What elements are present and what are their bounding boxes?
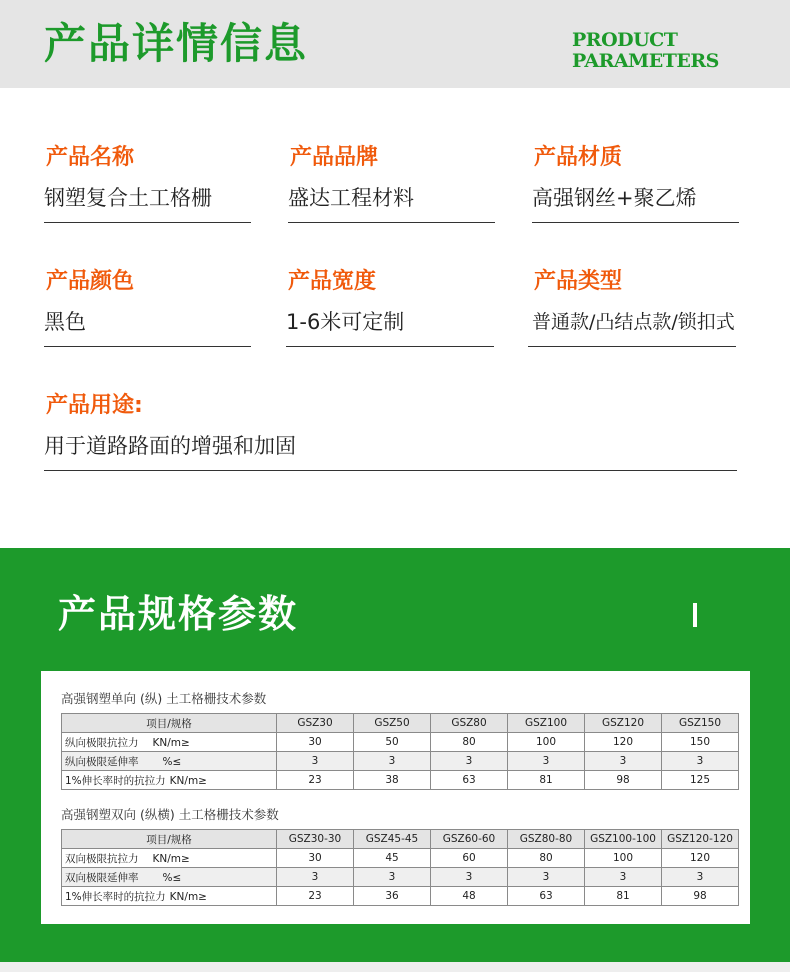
row-label-text: 1%伸长率时的抗拉力	[65, 774, 166, 787]
header-english-line-1: PRODUCT	[572, 29, 678, 51]
row-label-text: 1%伸长率时的抗拉力	[65, 890, 166, 903]
field-underline	[44, 470, 737, 471]
table-cell: 38	[354, 771, 431, 790]
table-cell: 120	[662, 849, 739, 868]
table-cell: 3	[585, 752, 662, 771]
field-label: 产品材质	[534, 145, 623, 170]
table-cell: 30	[277, 733, 354, 752]
row-label-text: 双向极限延伸率	[65, 871, 139, 884]
table-cell: 3	[431, 752, 508, 771]
table-cell: 100	[585, 849, 662, 868]
table-cell: 63	[431, 771, 508, 790]
row-unit: KN/m≥	[169, 890, 207, 903]
table-cell: 100	[508, 733, 585, 752]
table-row	[62, 868, 739, 887]
table-cell: 125	[662, 771, 739, 790]
table-cell: 36	[354, 887, 431, 906]
row-label	[62, 868, 277, 887]
field-value: 普通款/凸结点款/锁扣式	[532, 311, 735, 333]
specs-title: 产品规格参数	[58, 592, 299, 636]
table-cell: 45	[354, 849, 431, 868]
page-header	[0, 0, 790, 88]
field-underline	[288, 222, 495, 223]
header-cell: GSZ30-30	[277, 830, 354, 849]
row-label	[62, 849, 277, 868]
field-value: 1-6米可定制	[286, 310, 405, 334]
field-underline	[44, 346, 251, 347]
table-header-row	[62, 714, 739, 733]
row-label-text: 纵向极限延伸率	[65, 755, 139, 768]
table-cell: 3	[662, 868, 739, 887]
table-cell: 81	[585, 887, 662, 906]
table-cell: 63	[508, 887, 585, 906]
page-title: 产品详情信息	[44, 19, 309, 68]
table-cell: 80	[431, 733, 508, 752]
row-label	[62, 771, 277, 790]
table1-caption: 高强钢塑单向 (纵) 土工格栅技术参数	[61, 691, 267, 706]
table-cell: 3	[277, 868, 354, 887]
table-cell: 3	[354, 868, 431, 887]
table-cell: 50	[354, 733, 431, 752]
header-cell: GSZ80	[431, 714, 508, 733]
field-value: 黑色	[44, 310, 86, 334]
field-label: 产品宽度	[288, 269, 377, 294]
header-cell: GSZ60-60	[431, 830, 508, 849]
field-underline	[528, 346, 736, 347]
field-underline	[532, 222, 739, 223]
header-cell: 项目/规格	[62, 714, 277, 733]
header-cell: GSZ150	[662, 714, 739, 733]
row-unit: KN/m≥	[169, 774, 207, 787]
table-cell: 3	[354, 752, 431, 771]
header-cell: 项目/规格	[62, 830, 277, 849]
specs-card	[41, 671, 750, 924]
table-cell: 3	[277, 752, 354, 771]
table-cell: 3	[431, 868, 508, 887]
table-row	[62, 849, 739, 868]
table-cell: 3	[585, 868, 662, 887]
spec-table-two-way	[61, 829, 739, 906]
row-label-text: 双向极限抗拉力	[65, 852, 139, 865]
field-underline	[286, 346, 494, 347]
table-row	[62, 752, 739, 771]
table-cell: 120	[585, 733, 662, 752]
header-cell: GSZ120	[585, 714, 662, 733]
table-cell: 98	[662, 887, 739, 906]
table-cell: 23	[277, 771, 354, 790]
header-cell: GSZ80-80	[508, 830, 585, 849]
field-value: 高强钢丝+聚乙烯	[532, 186, 697, 210]
field-underline	[44, 222, 251, 223]
field-label: 产品类型	[534, 269, 623, 294]
field-label: 产品颜色	[46, 269, 135, 294]
table-cell: 60	[431, 849, 508, 868]
field-label: 产品品牌	[290, 145, 379, 170]
row-unit: KN/m≥	[152, 736, 190, 749]
row-label	[62, 887, 277, 906]
field-value: 钢塑复合土工格栅	[44, 186, 212, 210]
header-cell: GSZ100-100	[585, 830, 662, 849]
row-label-text: 纵向极限抗拉力	[65, 736, 139, 749]
header-cell: GSZ30	[277, 714, 354, 733]
header-cell: GSZ100	[508, 714, 585, 733]
row-label	[62, 752, 277, 771]
decorative-bar	[693, 603, 697, 627]
header-cell: GSZ50	[354, 714, 431, 733]
row-unit: %≤	[162, 871, 182, 884]
field-value: 用于道路路面的增强和加固	[44, 434, 296, 458]
row-unit: %≤	[162, 755, 182, 768]
table-cell: 3	[662, 752, 739, 771]
header-cell: GSZ45-45	[354, 830, 431, 849]
table-row	[62, 771, 739, 790]
spec-table-one-way	[61, 713, 739, 790]
field-label: 产品用途:	[46, 393, 143, 418]
table-row	[62, 733, 739, 752]
field-value: 盛达工程材料	[288, 186, 414, 210]
row-label	[62, 733, 277, 752]
table-cell: 23	[277, 887, 354, 906]
header-cell: GSZ120-120	[662, 830, 739, 849]
bottom-strip	[0, 962, 790, 972]
table-cell: 3	[508, 752, 585, 771]
table2-caption: 高强钢塑双向 (纵横) 土工格栅技术参数	[61, 807, 279, 822]
table-cell: 81	[508, 771, 585, 790]
table-cell: 98	[585, 771, 662, 790]
table-cell: 150	[662, 733, 739, 752]
table-cell: 30	[277, 849, 354, 868]
header-english-line-2: PARAMETERS	[572, 50, 719, 72]
table-header-row	[62, 830, 739, 849]
field-label: 产品名称	[46, 145, 135, 170]
header-english-title	[572, 30, 719, 72]
table-cell: 48	[431, 887, 508, 906]
table-cell: 3	[508, 868, 585, 887]
table-cell: 80	[508, 849, 585, 868]
table-row	[62, 887, 739, 906]
row-unit: KN/m≥	[152, 852, 190, 865]
